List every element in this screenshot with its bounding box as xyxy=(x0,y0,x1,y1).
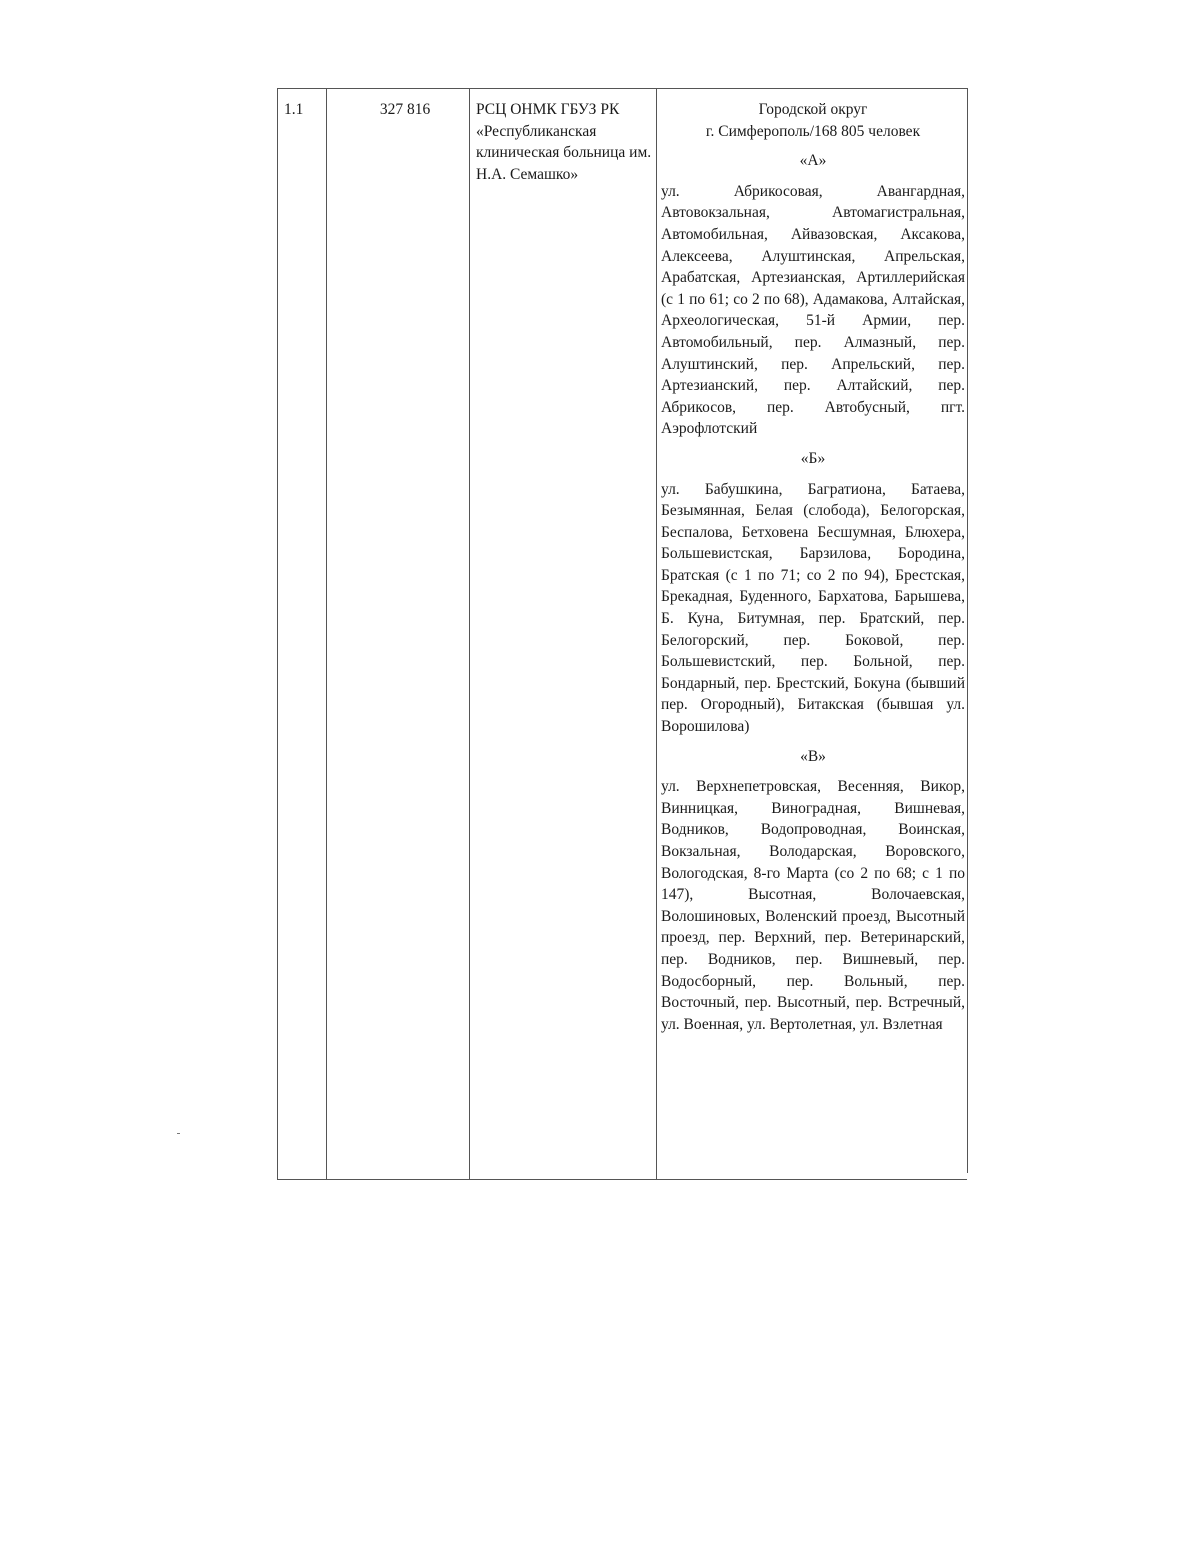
service-area-cell xyxy=(661,99,965,1035)
letter-heading-a: «А» xyxy=(799,152,827,170)
street-list-a: ул. Абрикосовая, Авангардная, Автовокзальная, Автомагистральная, Автомобильная, Айвазовская, Аксакова, Алексеева, Алуштинская, Апрельская, Арабатская, Артезианская, Артиллерийская (с 1 по 61; со 2 по 68), Адамакова, Алтайская, Археологическая, 51-й Армии, пер. Автомобильный, пер. Алмазный, пер. Алуштинский, пер. Апрельский, пер. Артезианский, пер. Алтайский, пер. Абрикосов, пер. Автобусный, пгт. Аэрофлотский xyxy=(661,182,965,438)
hospital-assignment-table xyxy=(277,88,967,1180)
column-divider xyxy=(469,89,470,1179)
street-list-v: ул. Верхнепетровская, Весенняя, Викор, Винницкая, Виноградная, Вишневая, Водников, Водопроводная, Воинская, Вокзальная, Володарская, Воровского, Вологодская, 8-го Марта (со 2 по 68; с 1 по 147), Высотная, Волочаевская, Волошиновых, Воленский проезд, Высотный проезд, пер. Верхний, пер. Ветеринарский, пер. Водников, пер. Вишневый, пер. Водосборный, пер. Вольный, пер. Восточный, пер. Высотный, пер. Встречный, ул. Военная, ул. Вертолетная, ул. Взлетная xyxy=(661,778,965,1033)
street-list-b: ул. Бабушкина, Багратиона, Батаева, Безымянная, Белая (слобода), Белогорская, Беспалова, Бетховена Бесшумная, Блюхера, Большевистская, Барзилова, Бородина, Братская (с 1 по 71; со 2 по 94), Брестская, Брекадная, Буденного, Бархатова, Барышева, Б. Куна, Битумная, пер. Братский, пер. Белогорский, пер. Боковой, пер. Большевистский, пер. Больной, пер. Бондарный, пер. Брестский, Бокуна (бывший пер. Огородный), Битакская (бывшая ул. Ворошилова) xyxy=(661,480,965,736)
row-number: 1.1 xyxy=(284,101,304,118)
population-count: 327 816 xyxy=(379,101,431,118)
institution-name: РСЦ ОНМК ГБУЗ РК «Республиканская клиническая больница им. Н.А. Семашко» xyxy=(476,101,652,183)
letter-heading-v: «В» xyxy=(800,747,826,765)
district-heading: Городской округ г. Симферополь/168 805 человек xyxy=(705,101,921,140)
column-divider xyxy=(656,89,657,1179)
scan-speck xyxy=(177,1133,180,1134)
column-divider xyxy=(326,89,327,1179)
letter-heading-b: «Б» xyxy=(800,449,826,467)
table-right-border xyxy=(967,88,968,1173)
